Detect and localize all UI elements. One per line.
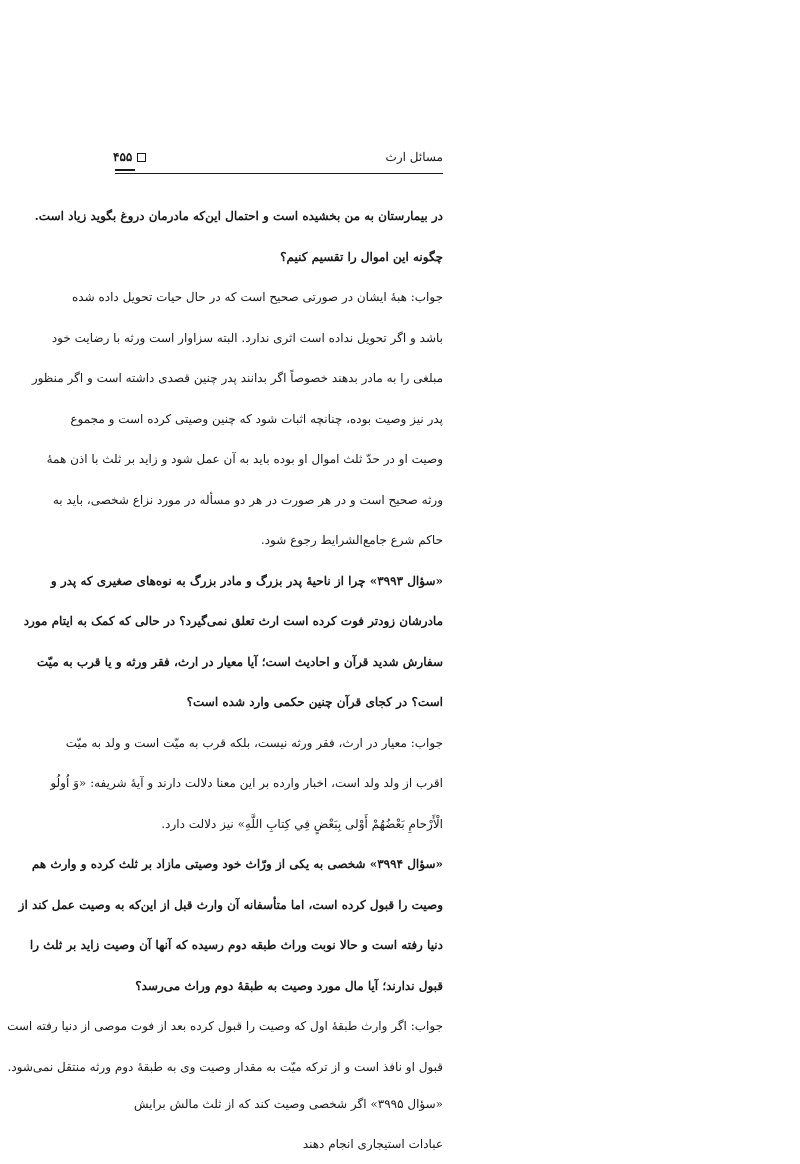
text-line: سفارش شدید قرآن و احادیث است؛ آیا معیار در ارث، فقر ورثه و یا قرب به میّت [36,654,443,669]
text-line: باشد و اگر تحویل نداده است اثری ندارد. البته سزاوار است ورثه با رضایت خود [51,330,443,345]
text-line: مادرشان زودتر فوت کرده است ارث تعلق نمی‌گیرد؟ در حالی که کمک به ایتام مورد [23,614,443,628]
page-number-group [113,150,146,164]
page-header [113,150,443,170]
text-line: در بیمارستان به من بخشیده است و احتمال این‌که مادرمان دروغ بگوید زیاد است. [34,209,443,223]
text-line: قبول او نافذ است و از ترکه میّت به مقدار وصیت وی به طبقهٔ دوم ورثه منتقل نمی‌شود. [7,1059,443,1074]
page-number: ۴۵۵ [113,150,133,164]
header-rule-thick [115,169,135,171]
text-line: جواب: اگر وارث طبقهٔ اول که وصیت را قبول کرده بعد از فوت موصی از دنیا رفته است [7,1019,443,1033]
text-line: «سؤال ۳۹۹۴» شخصی به یکی از ورّاث خود وصیتی مازاد بر ثلث کرده و وارث هم [31,857,443,871]
text-line: جواب: معیار در ارث، فقر ورثه نیست، بلکه قرب به میّت است و ولد به میّت [65,735,443,750]
page-body [7,196,443,1087]
text-line: «سؤال ۳۹۹۳» چرا از ناحیهٔ پدر بزرگ و مادر بزرگ به نوه‌های صغیری که پدر و [50,573,443,588]
text-line: دنیا رفته است و حالا نوبت وراث طبقه دوم رسیده که آنها آن وصیت زاید بر ثلث را [29,938,443,952]
text-line: وصیت او در حدّ ثلث اموال او بوده باید به آن عمل شود و زاید بر ثلث با اذن همهٔ [46,452,443,466]
text-line: الْأَرْحامِ بَعْضُهُمْ أَوْلى بِبَعْضٍ فِي كِتابِ اللَّهِ» نیز دلالت دارد. [161,816,443,831]
running-title: مسائل ارث [385,150,443,164]
text-line: حاکم شرع جامع‌الشرایط رجوع شود. [260,533,443,547]
text-line: چگونه این اموال را تقسیم کنیم؟ [280,249,443,264]
text-line: است؟ در کجای قرآن چنین حکمی وارد شده است؟ [186,695,443,709]
square-ornament-icon [137,153,146,162]
text-line: پدر نیز وصیت بوده، چنانچه اثبات شود که چنین وصیتی کرده است و مجموع [70,411,443,426]
book-page [7,0,443,1151]
text-line: مبلغی را به مادر بدهند خصوصاً اگر بدانند پدر چنین قصدی داشته است و اگر منظور [31,371,443,385]
text-line: وصیت را قبول کرده است، اما متأسفانه آن وارث قبل از این‌که به وصیت عمل کند از [18,897,443,912]
cutoff-text-line: «سؤال ۳۹۹۵» اگر شخصی وصیت کند که از ثلث مالش برایش عبادات استیجاری انجام دهند [133,1097,443,1151]
header-rule [115,173,443,174]
text-line: جواب: هبهٔ ایشان در صورتی صحیح است که در حال حیات تحویل داده شده [72,290,443,304]
text-line: اقرب از ولد ولد است، اخبار وارده بر این معنا دلالت دارند و آیهٔ شریفه: «وَ اُولُو [50,776,443,790]
text-line: قبول ندارند؛ آیا مال مورد وصیت به طبقهٔ دوم وراث می‌رسد؟ [135,978,443,993]
text-line: ورثه صحیح است و در هر صورت در هر دو مسأله در مورد نزاع شخصی، باید به [52,492,443,507]
